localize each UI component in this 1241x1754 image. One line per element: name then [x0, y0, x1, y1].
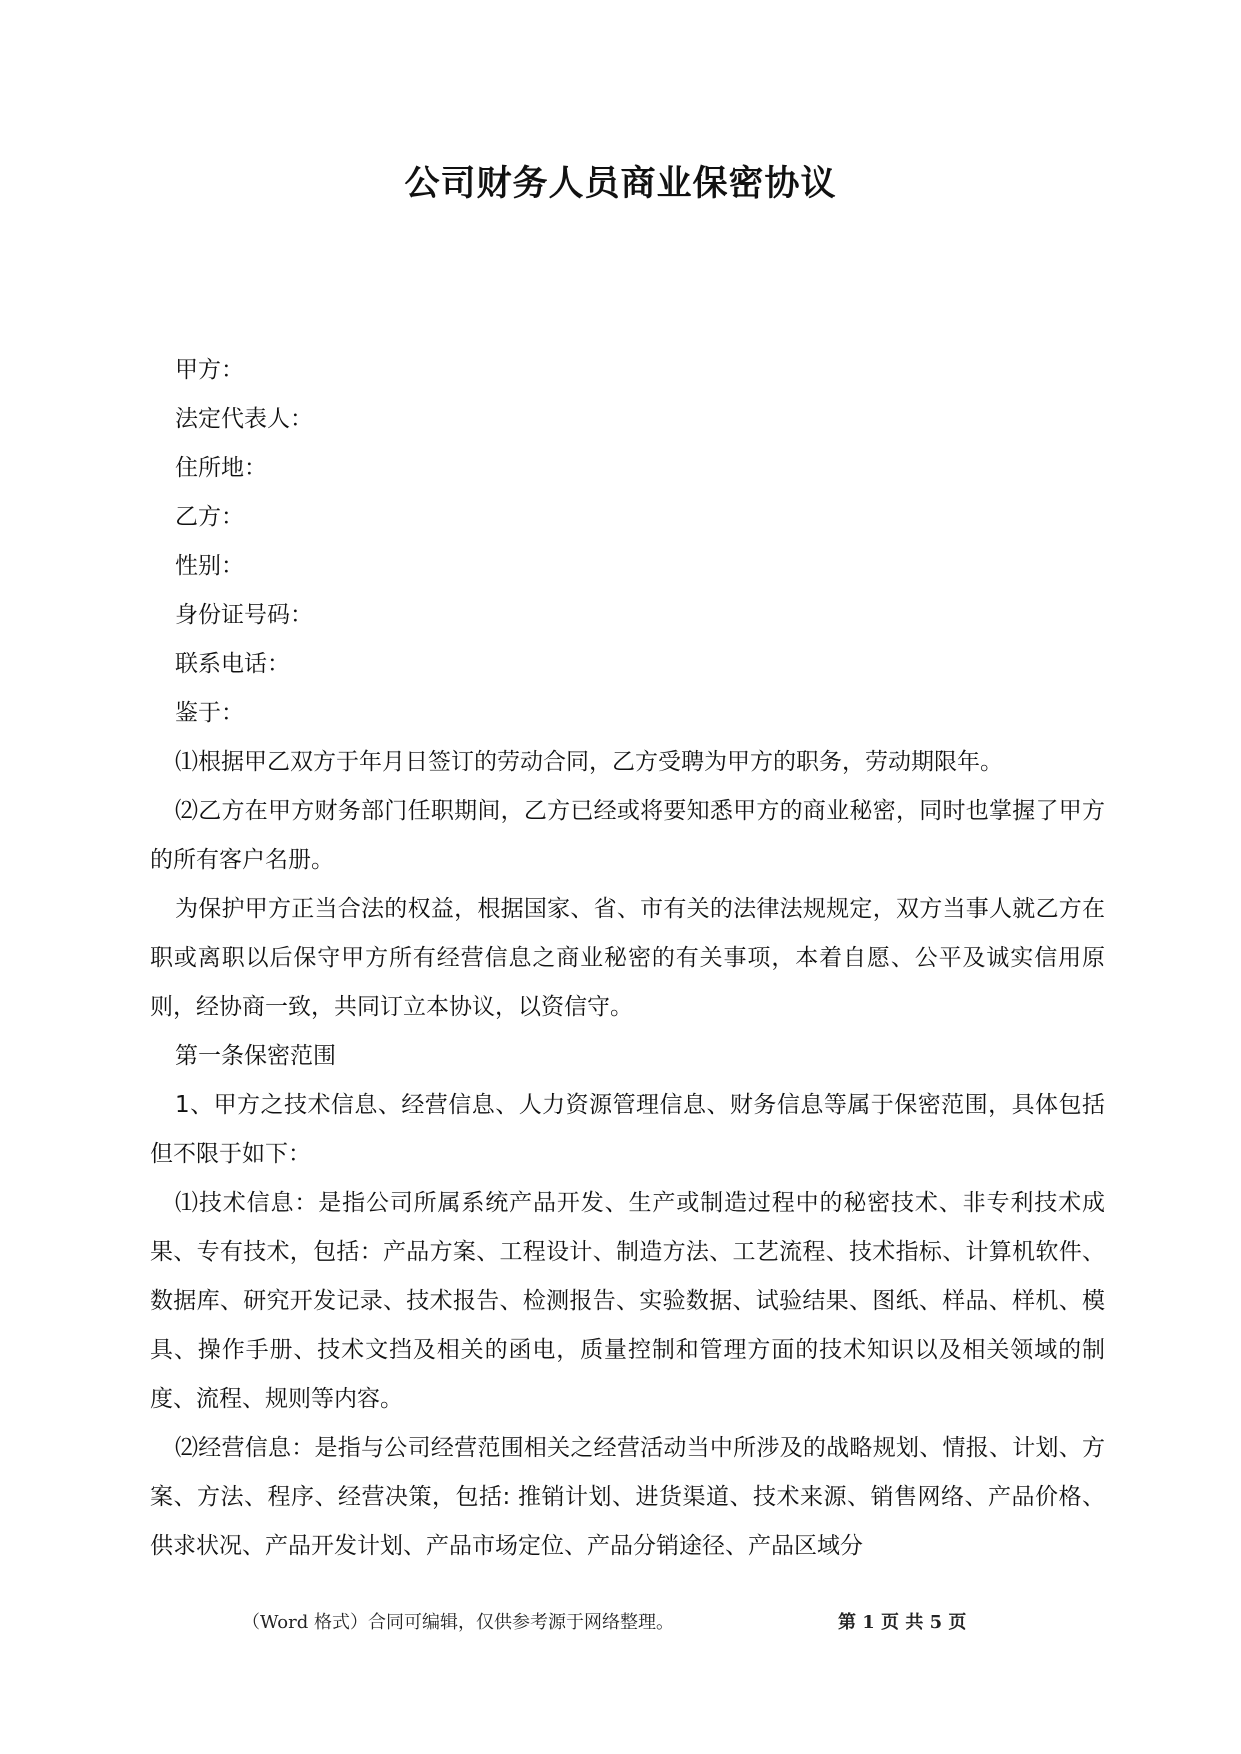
document-body: [150, 346, 1105, 1571]
clause-1-technical-info: ⑴技术信息：是指公司所属系统产品开发、生产或制造过程中的秘密技术、非专利技术成果、专有技术，包括：产品方案、工程设计、制造方法、工艺流程、技术指标、计算机软件、数据库、研究开发记录、技术报告、检测报告、实验数据、试验结果、图纸、样品、样机、模具、操作手册、技术文挡及相关的函电，质量控制和管理方面的技术知识以及相关领域的制度、流程、规则等内容。: [150, 1190, 1105, 1412]
legal-representative-field: 法定代表人：: [175, 406, 313, 432]
id-number-field: 身份证号码：: [175, 602, 313, 628]
clause-1-business-info: ⑵经营信息：是指与公司经营范围相关之经营活动当中所涉及的战略规划、情报、计划、方案、方法、程序、经营决策，包括: 推销计划、进货渠道、技术来源、销售网络、产品价格、供求状况、产品开发计划、产品市场定位、产品分销途径、产品区域分: [150, 1435, 1105, 1559]
phone-field: 联系电话：: [175, 651, 290, 677]
address-field: 住所地：: [175, 455, 267, 481]
article-1-heading: 第一条保密范围: [175, 1043, 336, 1069]
party-a-field: 甲方：: [175, 357, 244, 383]
clause-1: 1、甲方之技术信息、经营信息、人力资源管理信息、财务信息等属于保密范围，具体包括但不限于如下：: [150, 1092, 1105, 1167]
whereas-heading: 鉴于：: [175, 700, 244, 726]
footer-note: （Word 格式）合同可编辑，仅供参考源于网络整理。: [242, 1612, 674, 1633]
party-b-field: 乙方：: [175, 504, 244, 530]
gender-field: 性别：: [175, 553, 244, 579]
purpose-paragraph: 为保护甲方正当合法的权益，根据国家、省、市有关的法律法规规定，双方当事人就乙方在职或离职以后保守甲方所有经营信息之商业秘密的有关事项，本着自愿、公平及诚实信用原则，经协商一致，共同订立本协议，以资信守。: [150, 896, 1105, 1020]
recital-2: ⑵乙方在甲方财务部门任职期间，乙方已经或将要知悉甲方的商业秘密，同时也掌握了甲方的所有客户名册。: [150, 798, 1105, 873]
recital-1: ⑴根据甲乙双方于年月日签订的劳动合同，乙方受聘为甲方的职务，劳动期限年。: [175, 749, 1003, 775]
page-number: 第 1 页 共 5 页: [838, 1612, 967, 1633]
document-title: 公司财务人员商业保密协议: [404, 164, 837, 204]
